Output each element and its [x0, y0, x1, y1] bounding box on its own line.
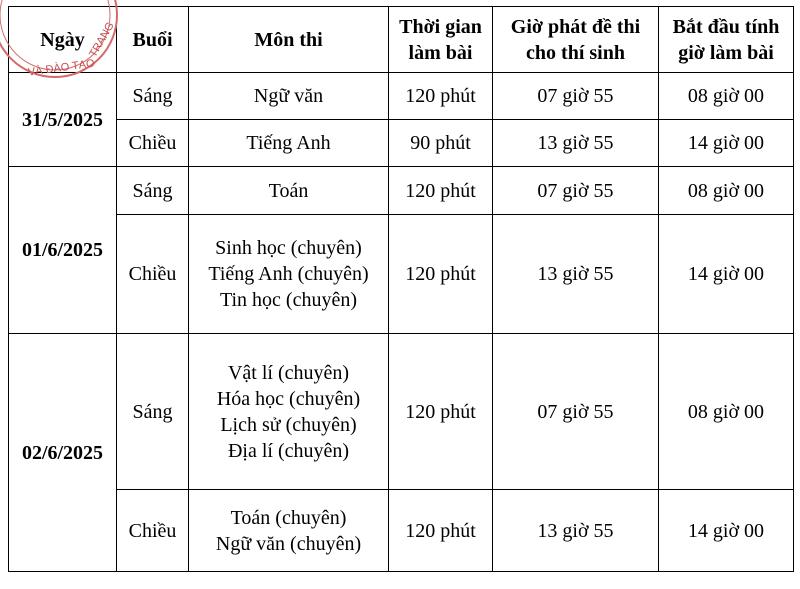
duration-cell: 120 phút [389, 215, 493, 334]
start-time-cell: 08 giờ 00 [659, 167, 794, 215]
duration-cell: 90 phút [389, 120, 493, 167]
date-cell: 31/5/2025 [9, 73, 117, 167]
svg-text:VÀ ĐÀO TẠO: VÀ ĐÀO TẠO [27, 57, 96, 79]
exam-schedule-table [8, 6, 794, 572]
distribute-time-cell: 13 giờ 55 [493, 215, 659, 334]
subject-item: Sinh học (chuyên) [215, 237, 362, 259]
session-cell: Sáng [117, 334, 189, 490]
subject-item: Toán (chuyên) [230, 506, 347, 529]
header-distribute-time: Giờ phát đề thi cho thí sinh [493, 7, 659, 73]
date-cell: 02/6/2025 [9, 334, 117, 572]
header-subject: Môn thi [189, 7, 389, 73]
start-time-cell: 08 giờ 00 [659, 73, 794, 120]
subject-item: Ngữ văn (chuyên) [215, 532, 362, 555]
header-session: Buổi [117, 7, 189, 73]
session-cell: Chiều [117, 490, 189, 572]
subject-cell [189, 167, 389, 215]
session-cell: Chiều [117, 120, 189, 167]
svg-text:TRANG: TRANG [87, 20, 117, 60]
start-time-cell: 14 giờ 00 [659, 490, 794, 572]
header-start-time: Bắt đầu tính giờ làm bài [659, 7, 794, 73]
distribute-time-cell: 13 giờ 55 [493, 120, 659, 167]
table-row [9, 215, 794, 334]
start-time-cell: 14 giờ 00 [659, 120, 794, 167]
subject-item: Địa lí (chuyên) [227, 439, 350, 462]
distribute-time-cell: 13 giờ 55 [493, 490, 659, 572]
distribute-time-cell: 07 giờ 55 [493, 73, 659, 120]
distribute-time-cell: 07 giờ 55 [493, 334, 659, 490]
subject-cell [189, 73, 389, 120]
duration-cell: 120 phút [389, 73, 493, 120]
duration-cell: 120 phút [389, 490, 493, 572]
session-cell: Chiều [117, 215, 189, 334]
duration-cell: 120 phút [389, 167, 493, 215]
subject-cell [189, 120, 389, 167]
table-row [9, 120, 794, 167]
subject-cell [189, 215, 389, 334]
subject-item: Lịch sử (chuyên) [220, 413, 357, 436]
header-row [9, 7, 794, 73]
duration-cell: 120 phút [389, 334, 493, 490]
subject-item: Toán [268, 179, 309, 202]
subject-cell [189, 490, 389, 572]
session-cell: Sáng [117, 167, 189, 215]
header-date: Ngày [9, 7, 117, 73]
distribute-time-cell: 07 giờ 55 [493, 167, 659, 215]
table-row [9, 490, 794, 572]
table-row [9, 167, 794, 215]
start-time-cell: 14 giờ 00 [659, 215, 794, 334]
subject-item: Ngữ văn [253, 85, 324, 107]
subject-item: Tiếng Anh [246, 132, 331, 154]
subject-item: Hóa học (chuyên) [216, 387, 361, 410]
date-cell: 01/6/2025 [9, 167, 117, 334]
subject-item: Tin học (chuyên) [219, 289, 358, 311]
header-duration: Thời gian làm bài [389, 7, 493, 73]
subject-item: Vật lí (chuyên) [227, 361, 350, 384]
subject-cell [189, 334, 389, 490]
session-cell: Sáng [117, 73, 189, 120]
table-row [9, 73, 794, 120]
table-row [9, 334, 794, 490]
start-time-cell: 08 giờ 00 [659, 334, 794, 490]
subject-item: Tiếng Anh (chuyên) [208, 263, 369, 285]
